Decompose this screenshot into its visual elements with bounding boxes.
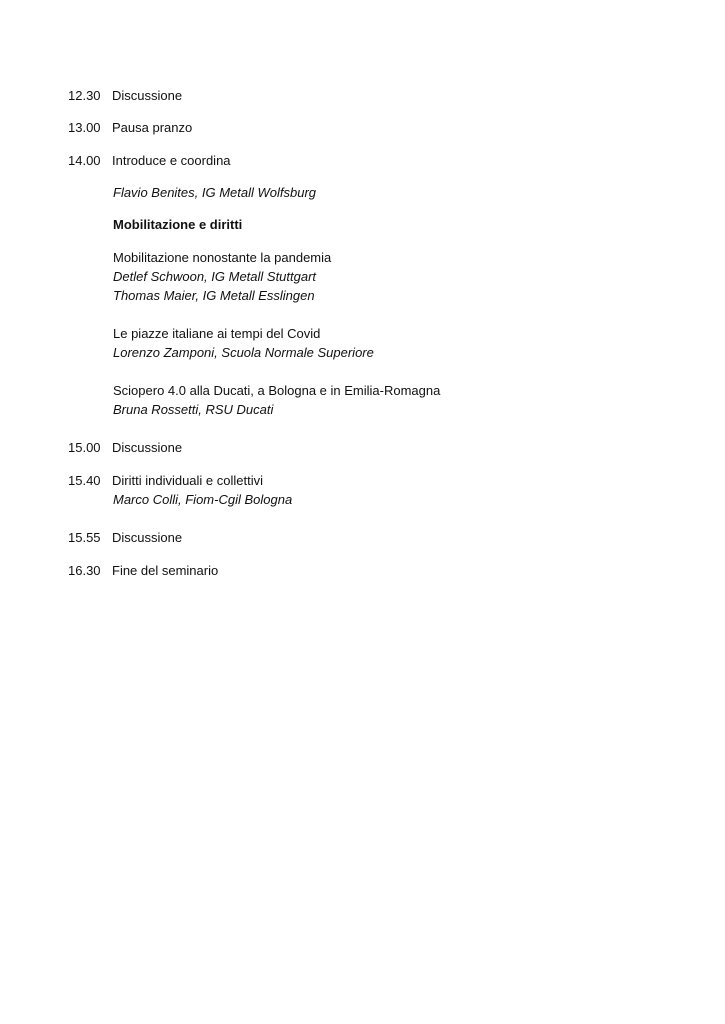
- schedule-title: Fine del seminario: [112, 563, 219, 578]
- schedule-row: [68, 119, 192, 137]
- schedule-time: 15.55: [68, 530, 101, 545]
- schedule-time: 16.30: [68, 563, 101, 578]
- schedule-time: 15.00: [68, 440, 101, 455]
- schedule-title: Discussione: [112, 88, 183, 103]
- talk-speaker: Thomas Maier, IG Metall Esslingen: [113, 288, 315, 303]
- schedule-title: Introduce e coordina: [112, 153, 231, 168]
- schedule-time: 15.40: [68, 473, 101, 488]
- talk-speaker: Lorenzo Zamponi, Scuola Normale Superiore: [113, 345, 374, 360]
- schedule-title: Discussione: [112, 440, 183, 455]
- schedule-title: Discussione: [112, 530, 183, 545]
- schedule-title: Pausa pranzo: [112, 120, 193, 135]
- talk-speaker: Detlef Schwoon, IG Metall Stuttgart: [113, 269, 317, 284]
- talk-title: Sciopero 4.0 alla Ducati, a Bologna e in Emilia-Romagna: [113, 383, 441, 398]
- schedule-row: [68, 562, 218, 580]
- schedule-row: [68, 472, 263, 490]
- section-heading: Mobilitazione e diritti: [113, 217, 243, 232]
- schedule-time: 14.00: [68, 153, 101, 168]
- coordinator-name: Flavio Benites, IG Metall Wolfsburg: [113, 185, 317, 200]
- talk-title: Le piazze italiane ai tempi del Covid: [113, 326, 321, 341]
- talk-speaker: Bruna Rossetti, RSU Ducati: [113, 402, 274, 417]
- talk-title: Mobilitazione nonostante la pandemia: [113, 250, 332, 265]
- schedule-row: [68, 529, 182, 547]
- schedule-time: 12.30: [68, 88, 101, 103]
- schedule-row: [68, 439, 182, 457]
- schedule-row: [68, 152, 231, 170]
- schedule-row: [68, 87, 182, 105]
- schedule-title: Diritti individuali e collettivi: [112, 473, 263, 488]
- schedule-time: 13.00: [68, 120, 101, 135]
- talk-speaker: Marco Colli, Fiom-Cgil Bologna: [113, 492, 293, 507]
